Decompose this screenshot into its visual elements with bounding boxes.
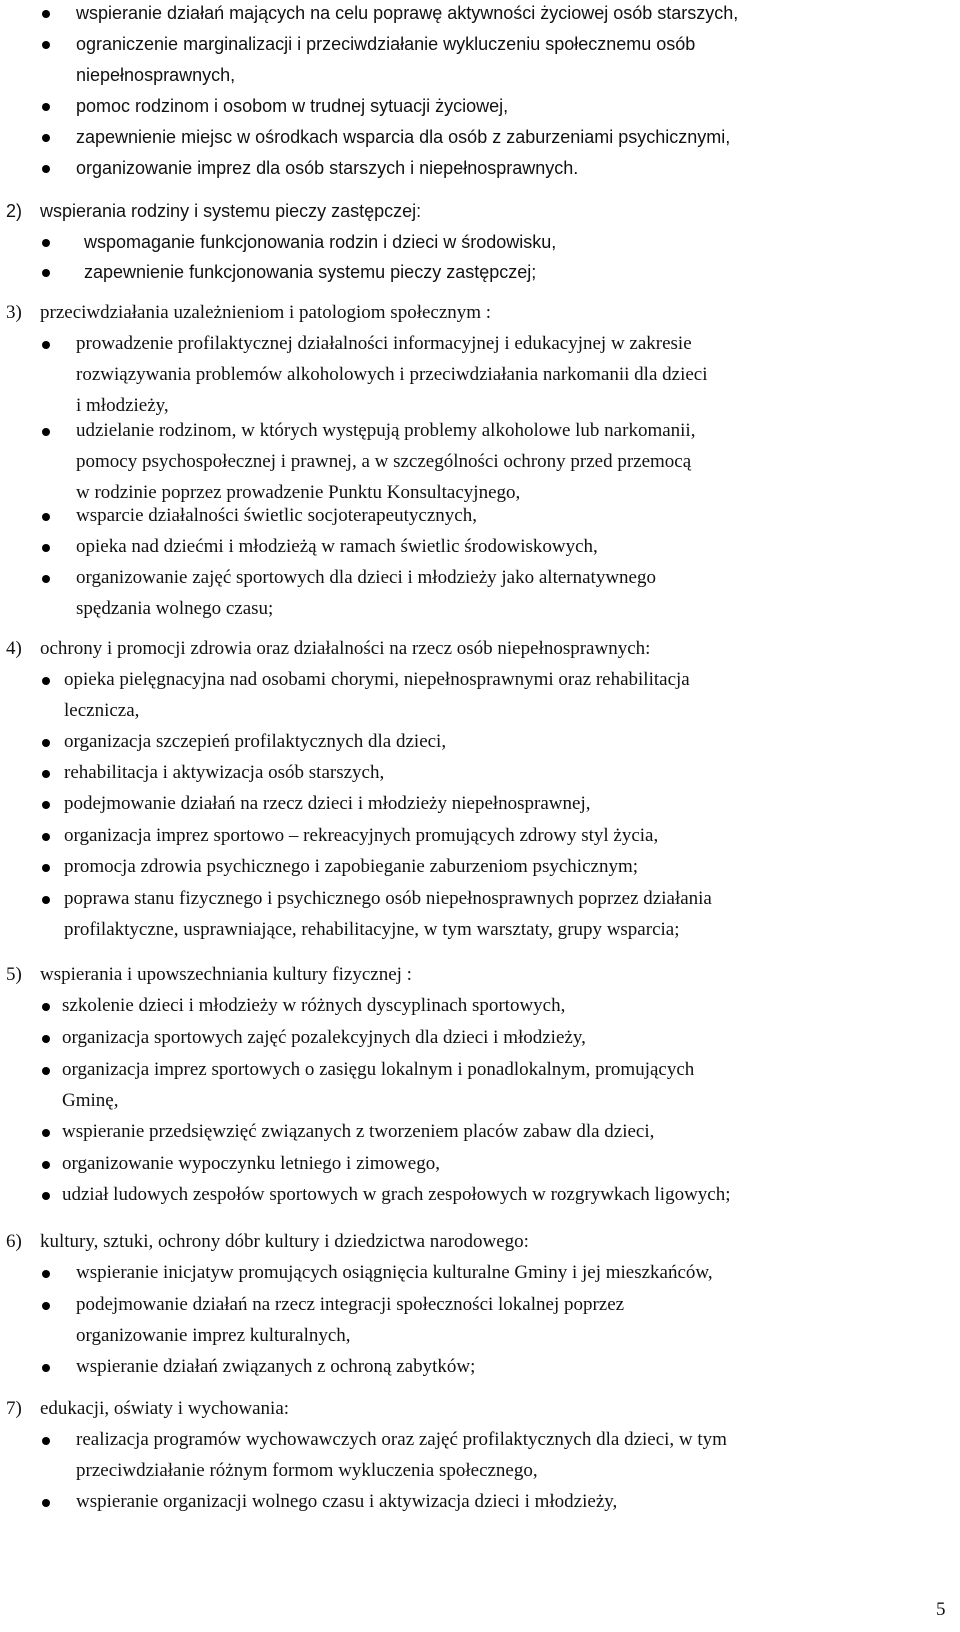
list-item-line: lecznicza, xyxy=(64,700,140,721)
bullet-icon xyxy=(42,1270,50,1278)
list-item-line: wspieranie działań związanych z ochroną zabytków; xyxy=(76,1356,476,1377)
list-item-line: zapewnienie miejsc w ośrodkach wsparcia dla osób z zaburzeniami psychicznymi, xyxy=(76,127,731,147)
list-item-line: rehabilitacja i aktywizacja osób starszych, xyxy=(64,762,385,783)
bullet-icon xyxy=(42,864,50,872)
list-item-line: organizowanie imprez dla osób starszych i niepełnosprawnych. xyxy=(76,158,579,178)
list-item-line: ograniczenie marginalizacji i przeciwdziałanie wykluczeniu społecznemu osób xyxy=(76,34,696,54)
bullet-icon xyxy=(42,269,50,277)
bullet-icon xyxy=(42,1437,50,1445)
list-item-line: wspieranie przedsięwzięć związanych z tworzeniem placów zabaw dla dzieci, xyxy=(62,1121,655,1142)
bullet-icon xyxy=(42,544,50,552)
list-item-line: podejmowanie działań na rzecz integracji społeczności lokalnej poprzez xyxy=(76,1294,625,1315)
list-item-line: organizowanie wypoczynku letniego i zimowego, xyxy=(62,1153,440,1174)
list-item-line: wspieranie organizacji wolnego czasu i aktywizacja dzieci i młodzieży, xyxy=(76,1491,618,1512)
list-item-line: wspieranie działań mających na celu poprawę aktywności życiowej osób starszych, xyxy=(76,3,739,23)
bullet-icon xyxy=(42,41,50,49)
section-heading: wspierania rodziny i systemu pieczy zastępczej: xyxy=(40,201,422,221)
list-item-line: w rodzinie poprzez prowadzenie Punktu Konsultacyjnego, xyxy=(76,482,521,503)
list-item-line: organizacja imprez sportowych o zasięgu lokalnym i ponadlokalnym, promujących xyxy=(62,1059,695,1080)
bullet-icon xyxy=(42,1035,50,1043)
bullet-icon xyxy=(42,770,50,778)
bullet-icon xyxy=(42,1003,50,1011)
list-item-line: promocja zdrowia psychicznego i zapobieganie zaburzeniom psychicznym; xyxy=(64,856,638,877)
list-item-line: szkolenie dzieci i młodzieży w różnych dyscyplinach sportowych, xyxy=(62,995,566,1016)
section-number: 5) xyxy=(6,964,22,985)
section-heading: wspierania i upowszechniania kultury fizycznej : xyxy=(40,964,412,985)
list-item-line: organizacja sportowych zajęć pozalekcyjnych dla dzieci i młodzieży, xyxy=(62,1027,586,1048)
list-item-line: realizacja programów wychowawczych oraz zajęć profilaktycznych dla dzieci, w tym xyxy=(76,1429,727,1450)
page-number: 5 xyxy=(936,1599,946,1620)
list-item-line: i młodzieży, xyxy=(76,395,169,416)
list-item-line: zapewnienie funkcjonowania systemu pieczy zastępczej; xyxy=(84,262,537,282)
bullet-icon xyxy=(42,428,50,436)
section-number: 6) xyxy=(6,1231,22,1252)
list-item-line: opieka pielęgnacyjna nad osobami chorymi, niepełnosprawnymi oraz rehabilitacja xyxy=(64,669,690,690)
section-number: 3) xyxy=(6,302,22,323)
bullet-icon xyxy=(42,896,50,904)
list-item-line: profilaktyczne, usprawniające, rehabilitacyjne, w tym warsztaty, grupy wsparcia; xyxy=(64,919,680,940)
section-heading: edukacji, oświaty i wychowania: xyxy=(40,1398,290,1419)
list-item-line: udział ludowych zespołów sportowych w grach zespołowych w rozgrywkach ligowych; xyxy=(62,1184,731,1205)
list-item-line: wspomaganie funkcjonowania rodzin i dzieci w środowisku, xyxy=(84,232,557,252)
list-item-line: spędzania wolnego czasu; xyxy=(76,598,274,619)
list-item-line: pomoc rodzinom i osobom w trudnej sytuacji życiowej, xyxy=(76,96,509,116)
bullet-icon xyxy=(42,677,50,685)
list-item-line: podejmowanie działań na rzecz dzieci i młodzieży niepełnosprawnej, xyxy=(64,793,591,814)
list-item-line: organizacja szczepień profilaktycznych dla dzieci, xyxy=(64,731,447,752)
bullet-icon xyxy=(42,134,50,142)
list-item-line: wspieranie inicjatyw promujących osiągnięcia kulturalne Gminy i jej mieszkańców, xyxy=(76,1262,713,1283)
bullet-icon xyxy=(42,833,50,841)
list-item-line: udzielanie rodzinom, w których występują problemy alkoholowe lub narkomanii, xyxy=(76,420,696,441)
list-item-line: prowadzenie profilaktycznej działalności informacyjnej i edukacyjnej w zakresie xyxy=(76,333,692,354)
bullet-icon xyxy=(42,10,50,18)
bullet-icon xyxy=(42,165,50,173)
list-item-line: organizacja imprez sportowo – rekreacyjnych promujących zdrowy styl życia, xyxy=(64,825,659,846)
bullet-icon xyxy=(42,1499,50,1507)
list-item-line: rozwiązywania problemów alkoholowych i przeciwdziałania narkomanii dla dzieci xyxy=(76,364,708,385)
bullet-icon xyxy=(42,801,50,809)
list-item-line: organizowanie zajęć sportowych dla dzieci i młodzieży jako alternatywnego xyxy=(76,567,656,588)
bullet-icon xyxy=(42,1129,50,1137)
list-item-line: organizowanie imprez kulturalnych, xyxy=(76,1325,351,1346)
bullet-icon xyxy=(42,103,50,111)
bullet-icon xyxy=(42,1192,50,1200)
bullet-icon xyxy=(42,239,50,247)
section-number: 7) xyxy=(6,1398,22,1419)
bullet-icon xyxy=(42,575,50,583)
bullet-icon xyxy=(42,513,50,521)
bullet-icon xyxy=(42,1161,50,1169)
list-item-line: opieka nad dziećmi i młodzieżą w ramach świetlic środowiskowych, xyxy=(76,536,598,557)
section-heading: kultury, sztuki, ochrony dóbr kultury i dziedzictwa narodowego: xyxy=(40,1231,529,1252)
bullet-icon xyxy=(42,341,50,349)
bullet-icon xyxy=(42,739,50,747)
section-heading: przeciwdziałania uzależnieniom i patologiom społecznym : xyxy=(40,302,492,323)
bullet-icon xyxy=(42,1302,50,1310)
list-item-line: wsparcie działalności świetlic socjoterapeutycznych, xyxy=(76,505,477,526)
section-number: 4) xyxy=(6,638,22,659)
list-item-line: pomocy psychospołecznej i prawnej, a w szczególności ochrony przed przemocą xyxy=(76,451,692,472)
bullet-icon xyxy=(42,1067,50,1075)
list-item-line: Gminę, xyxy=(62,1090,119,1111)
section-number: 2) xyxy=(6,201,23,221)
list-item-line: przeciwdziałanie różnym formom wykluczenia społecznego, xyxy=(76,1460,538,1481)
list-item-line: niepełnosprawnych, xyxy=(76,65,236,85)
list-item-line: poprawa stanu fizycznego i psychicznego osób niepełnosprawnych poprzez działania xyxy=(64,888,712,909)
bullet-icon xyxy=(42,1364,50,1372)
section-heading: ochrony i promocji zdrowia oraz działalności na rzecz osób niepełnosprawnych: xyxy=(40,638,651,659)
